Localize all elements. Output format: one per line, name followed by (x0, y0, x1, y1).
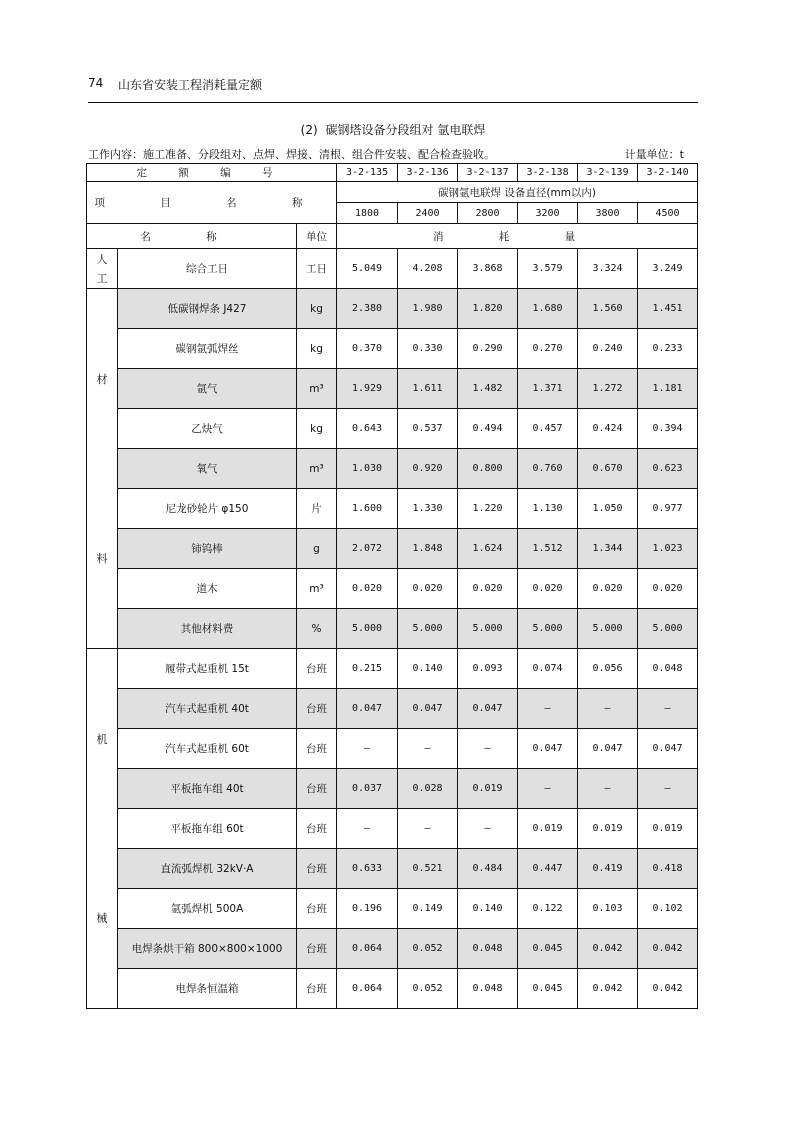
value-cell: 0.042 (638, 969, 698, 1009)
value-cell: 0.149 (398, 889, 458, 929)
item-unit: kg (297, 289, 337, 329)
value-cell: 0.037 (337, 769, 398, 809)
value-cell: 1.023 (638, 529, 698, 569)
item-name: 平板拖车组 40t (118, 769, 297, 809)
item-name: 履带式起重机 15t (118, 649, 297, 689)
value-cell: 0.093 (458, 649, 518, 689)
value-cell: 0.047 (458, 689, 518, 729)
table-row (87, 649, 698, 689)
diameter-cell: 3200 (518, 203, 578, 224)
diameter-cell: 1800 (337, 203, 398, 224)
value-cell: 0.019 (638, 809, 698, 849)
value-cell: 0.800 (458, 449, 518, 489)
value-cell: 1.050 (578, 489, 638, 529)
page-header (88, 76, 698, 103)
value-cell: — (337, 729, 398, 769)
value-cell: 0.760 (518, 449, 578, 489)
value-cell: 0.140 (398, 649, 458, 689)
value-cell: — (638, 689, 698, 729)
value-cell: 3.868 (458, 249, 518, 289)
value-cell: 0.028 (398, 769, 458, 809)
value-cell: 0.020 (638, 569, 698, 609)
value-cell: 0.020 (398, 569, 458, 609)
value-cell: 0.064 (337, 969, 398, 1009)
page-number: 74 (88, 76, 104, 90)
item-unit: 台班 (297, 889, 337, 929)
table-row (87, 529, 698, 569)
item-name: 氧气 (118, 449, 297, 489)
value-cell: 2.072 (337, 529, 398, 569)
category-char: 械 (96, 912, 108, 926)
quota-code-row (87, 164, 698, 182)
value-cell: 0.052 (398, 929, 458, 969)
table-row (87, 689, 698, 729)
value-cell: 1.344 (578, 529, 638, 569)
value-cell: 1.611 (398, 369, 458, 409)
table-row (87, 889, 698, 929)
value-cell: — (398, 729, 458, 769)
value-cell: 0.047 (398, 689, 458, 729)
consumption-label: 消 耗 量 (337, 224, 698, 249)
value-cell: 0.240 (578, 329, 638, 369)
column-header-row (87, 224, 698, 249)
item-name: 碳钢氩弧焊丝 (118, 329, 297, 369)
value-cell: 0.019 (458, 769, 518, 809)
table-row (87, 449, 698, 489)
item-name: 综合工日 (118, 249, 297, 289)
quota-code: 3-2-138 (518, 164, 578, 182)
value-cell: 0.643 (337, 409, 398, 449)
item-unit: g (297, 529, 337, 569)
value-cell: 0.215 (337, 649, 398, 689)
value-cell: 0.633 (337, 849, 398, 889)
item-name: 其他材料费 (118, 609, 297, 649)
value-cell: 0.424 (578, 409, 638, 449)
category-char: 材 (96, 372, 108, 386)
item-name: 氩弧焊机 500A (118, 889, 297, 929)
value-cell: — (578, 769, 638, 809)
value-cell: 0.447 (518, 849, 578, 889)
value-cell: 0.330 (398, 329, 458, 369)
value-cell: 1.848 (398, 529, 458, 569)
value-cell: 0.045 (518, 929, 578, 969)
value-cell: 0.102 (638, 889, 698, 929)
group-label: 碳钢氩电联焊 设备直径(mm以内) (337, 182, 698, 203)
value-cell: 1.330 (398, 489, 458, 529)
table-row (87, 809, 698, 849)
item-name-label: 项 目 名 称 (87, 182, 337, 224)
value-cell: — (458, 809, 518, 849)
value-cell: 0.047 (638, 729, 698, 769)
item-name: 道木 (118, 569, 297, 609)
quota-code: 3-2-140 (638, 164, 698, 182)
value-cell: 0.394 (638, 409, 698, 449)
value-cell: 0.019 (518, 809, 578, 849)
value-cell: 3.579 (518, 249, 578, 289)
category-char: 机 (96, 732, 108, 746)
table-row (87, 929, 698, 969)
item-unit: 台班 (297, 929, 337, 969)
value-cell: 0.670 (578, 449, 638, 489)
table-row (87, 409, 698, 449)
value-cell: 0.418 (638, 849, 698, 889)
value-cell: 1.371 (518, 369, 578, 409)
diameter-cell: 4500 (638, 203, 698, 224)
value-cell: 0.074 (518, 649, 578, 689)
category-label (87, 249, 118, 289)
value-cell: 0.103 (578, 889, 638, 929)
item-name: 电焊条烘干箱 800×800×1000 (118, 929, 297, 969)
item-unit: % (297, 609, 337, 649)
quota-code: 3-2-137 (458, 164, 518, 182)
book-title: 山东省安装工程消耗量定额 (118, 78, 263, 92)
quota-code-label: 定 额 编 号 (87, 164, 337, 182)
table-row (87, 609, 698, 649)
value-cell: 0.537 (398, 409, 458, 449)
value-cell: 4.208 (398, 249, 458, 289)
value-cell: 0.045 (518, 969, 578, 1009)
item-unit: 台班 (297, 729, 337, 769)
value-cell: — (578, 689, 638, 729)
item-name: 尼龙砂轮片 φ150 (118, 489, 297, 529)
item-unit: m³ (297, 449, 337, 489)
value-cell: 1.451 (638, 289, 698, 329)
value-cell: 0.048 (458, 969, 518, 1009)
item-unit: m³ (297, 569, 337, 609)
group-header-row (87, 182, 698, 203)
value-cell: 0.290 (458, 329, 518, 369)
table-row (87, 329, 698, 369)
value-cell: 0.196 (337, 889, 398, 929)
value-cell: 0.920 (398, 449, 458, 489)
value-cell: 1.512 (518, 529, 578, 569)
item-name: 电焊条恒温箱 (118, 969, 297, 1009)
item-name: 氩气 (118, 369, 297, 409)
table-row (87, 969, 698, 1009)
value-cell: 0.020 (578, 569, 638, 609)
value-cell: 1.680 (518, 289, 578, 329)
value-cell: 0.521 (398, 849, 458, 889)
value-cell: 5.000 (458, 609, 518, 649)
table-row (87, 289, 698, 329)
value-cell: — (518, 769, 578, 809)
section-name: 碳钢塔设备分段组对 氩电联焊 (325, 123, 486, 137)
value-cell: 1.929 (337, 369, 398, 409)
value-cell: 0.484 (458, 849, 518, 889)
value-cell: 0.047 (337, 689, 398, 729)
value-cell: 0.056 (578, 649, 638, 689)
value-cell: 1.030 (337, 449, 398, 489)
diameter-cell: 2800 (458, 203, 518, 224)
value-cell: 0.048 (638, 649, 698, 689)
table-row (87, 569, 698, 609)
table-row (87, 489, 698, 529)
work-content: 工作内容：施工准备、分段组对、点焊、焊接、清根、组合件安装、配合检查验收。 (88, 148, 495, 161)
value-cell: 1.130 (518, 489, 578, 529)
value-cell: 3.249 (638, 249, 698, 289)
value-cell: 1.560 (578, 289, 638, 329)
value-cell: 0.020 (518, 569, 578, 609)
diameter-cell: 2400 (398, 203, 458, 224)
item-name: 低碳钢焊条 J427 (118, 289, 297, 329)
value-cell: — (458, 729, 518, 769)
quota-code: 3-2-135 (337, 164, 398, 182)
diameter-cell: 3800 (578, 203, 638, 224)
table-row (87, 369, 698, 409)
item-unit: 台班 (297, 769, 337, 809)
value-cell: 0.064 (337, 929, 398, 969)
value-cell: 0.140 (458, 889, 518, 929)
work-content-line (88, 146, 698, 162)
quota-code: 3-2-136 (398, 164, 458, 182)
value-cell: 0.457 (518, 409, 578, 449)
value-cell: — (337, 809, 398, 849)
value-cell: 3.324 (578, 249, 638, 289)
value-cell: 0.020 (337, 569, 398, 609)
value-cell: 1.181 (638, 369, 698, 409)
category-char: 料 (96, 552, 108, 566)
value-cell: 0.270 (518, 329, 578, 369)
value-cell: 1.820 (458, 289, 518, 329)
table-row (87, 249, 698, 289)
value-cell: 0.019 (578, 809, 638, 849)
item-name: 铈钨棒 (118, 529, 297, 569)
item-unit: 工日 (297, 249, 337, 289)
value-cell: — (638, 769, 698, 809)
item-unit: 台班 (297, 809, 337, 849)
name-column-label: 名 称 (87, 224, 297, 249)
measure-unit: 计量单位：t (624, 148, 684, 161)
value-cell: 0.494 (458, 409, 518, 449)
value-cell: 0.042 (578, 929, 638, 969)
value-cell: 5.049 (337, 249, 398, 289)
value-cell: 0.370 (337, 329, 398, 369)
item-name: 平板拖车组 60t (118, 809, 297, 849)
item-name: 直流弧焊机 32kV·A (118, 849, 297, 889)
value-cell: 0.623 (638, 449, 698, 489)
value-cell: 5.000 (638, 609, 698, 649)
value-cell: 1.272 (578, 369, 638, 409)
value-cell: 2.380 (337, 289, 398, 329)
value-cell: 0.122 (518, 889, 578, 929)
item-name: 乙炔气 (118, 409, 297, 449)
item-unit: 台班 (297, 969, 337, 1009)
section-number: (2) (300, 123, 318, 137)
value-cell: 5.000 (398, 609, 458, 649)
category-label (87, 289, 118, 649)
value-cell: 0.419 (578, 849, 638, 889)
consumption-table (86, 163, 698, 1009)
item-unit: kg (297, 329, 337, 369)
item-unit: 台班 (297, 689, 337, 729)
category-label (87, 649, 118, 1009)
item-unit: m³ (297, 369, 337, 409)
value-cell: 0.048 (458, 929, 518, 969)
item-unit: 台班 (297, 649, 337, 689)
value-cell: 0.233 (638, 329, 698, 369)
value-cell: 0.042 (578, 969, 638, 1009)
value-cell: — (398, 809, 458, 849)
value-cell: 0.042 (638, 929, 698, 969)
value-cell: — (518, 689, 578, 729)
quota-code: 3-2-139 (578, 164, 638, 182)
section-title (88, 121, 698, 138)
item-unit: kg (297, 409, 337, 449)
value-cell: 1.482 (458, 369, 518, 409)
value-cell: 1.980 (398, 289, 458, 329)
value-cell: 5.000 (337, 609, 398, 649)
item-name: 汽车式起重机 60t (118, 729, 297, 769)
unit-column-label: 单位 (297, 224, 337, 249)
item-unit: 台班 (297, 849, 337, 889)
value-cell: 1.220 (458, 489, 518, 529)
table-row (87, 769, 698, 809)
value-cell: 0.047 (518, 729, 578, 769)
value-cell: 0.020 (458, 569, 518, 609)
value-cell: 0.977 (638, 489, 698, 529)
value-cell: 1.600 (337, 489, 398, 529)
item-name: 汽车式起重机 40t (118, 689, 297, 729)
value-cell: 5.000 (578, 609, 638, 649)
category-char: 人 (96, 252, 108, 266)
value-cell: 0.047 (578, 729, 638, 769)
value-cell: 5.000 (518, 609, 578, 649)
value-cell: 0.052 (398, 969, 458, 1009)
table-row (87, 729, 698, 769)
value-cell: 1.624 (458, 529, 518, 569)
item-unit: 片 (297, 489, 337, 529)
table-row (87, 849, 698, 889)
category-char: 工 (96, 272, 108, 286)
